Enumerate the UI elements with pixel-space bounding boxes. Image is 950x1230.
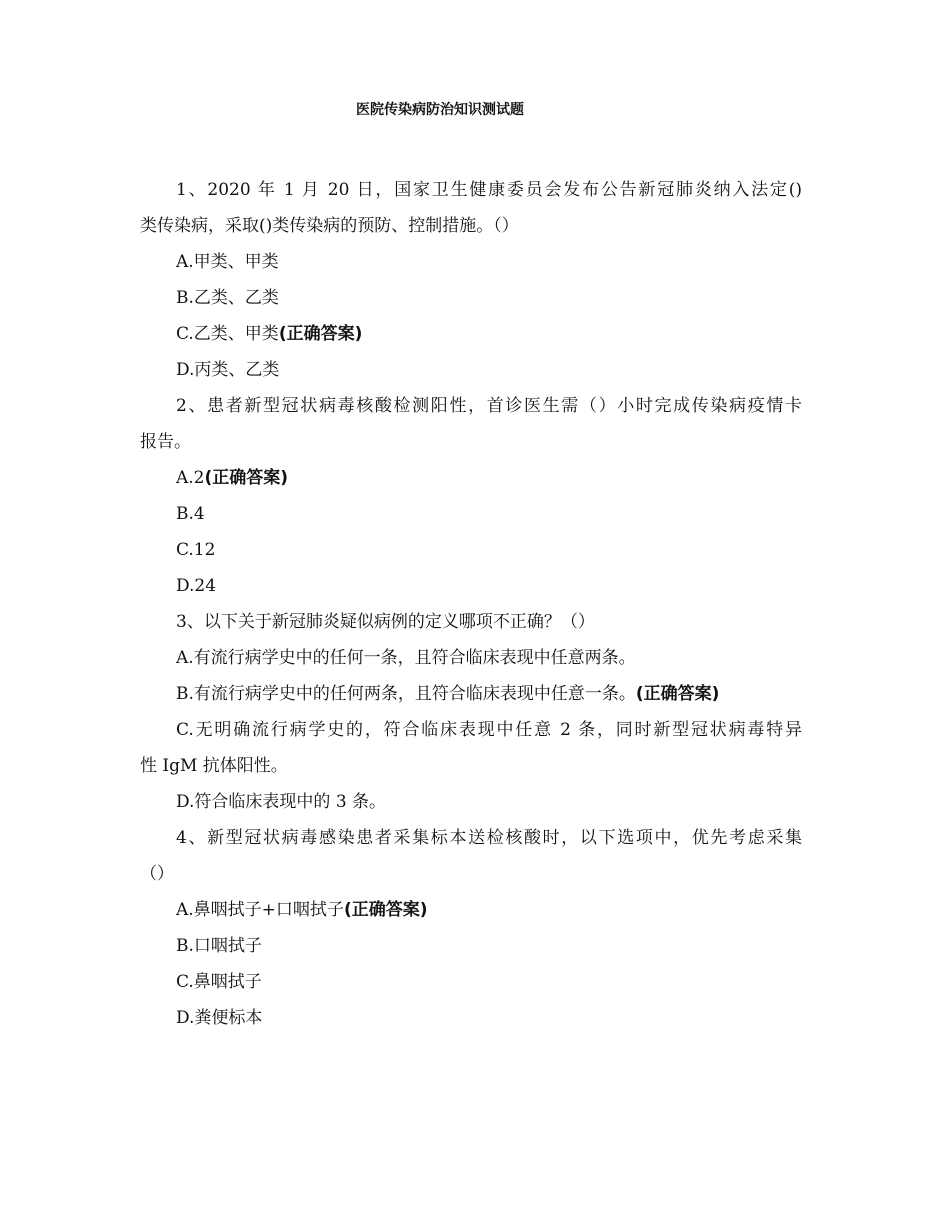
- question-2-option-b: [140, 496, 802, 532]
- option-text: D.粪便标本: [176, 1008, 263, 1028]
- document-title: 医院传染病防治知识测试题: [356, 102, 524, 118]
- option-text: D.符合临床表现中的 3 条。: [176, 792, 387, 812]
- question-2-stem-line-2: 报告。: [140, 432, 191, 452]
- question-2-option-d: [140, 568, 802, 604]
- question-3-option-c: C.无明确流行病学史的，符合临床表现中任意 2 条，同时新型冠状病毒特异: [176, 720, 802, 740]
- option-text: A.鼻咽拭子+口咽拭子: [176, 900, 344, 920]
- option-text: C.12: [176, 540, 216, 560]
- document-body: [140, 172, 802, 1036]
- question-1-option-d: [140, 352, 802, 388]
- question-4: [140, 820, 802, 1036]
- question-2-stem-line-1: 2、患者新型冠状病毒核酸检测阳性，首诊医生需（）小时完成传染病疫情卡: [176, 396, 802, 416]
- question-4-option-a: [140, 892, 802, 928]
- question-2-option-c: [140, 532, 802, 568]
- question-4-option-d: [140, 1000, 802, 1036]
- option-text: B.乙类、乙类: [176, 288, 279, 308]
- question-2-option-a: [140, 460, 802, 496]
- question-2: [140, 388, 802, 604]
- question-3-option-b: [140, 676, 802, 712]
- question-3-stem-line-1: 3、以下关于新冠肺炎疑似病例的定义哪项不正确？（）: [176, 612, 595, 632]
- correct-answer-tag: (正确答案): [204, 468, 289, 488]
- correct-answer-tag: (正确答案): [278, 324, 363, 344]
- question-4-option-b: [140, 928, 802, 964]
- question-1-option-b: [140, 280, 802, 316]
- option-text: B.口咽拭子: [176, 936, 262, 956]
- option-text: C.鼻咽拭子: [176, 972, 262, 992]
- question-1: [140, 172, 802, 388]
- option-text: A.2: [176, 468, 205, 488]
- question-3-option-c-continuation: 性 IgM 抗体阳性。: [140, 756, 288, 776]
- option-text: D.24: [176, 576, 217, 596]
- question-1-option-a: [140, 244, 802, 280]
- option-text: B.4: [176, 504, 205, 524]
- correct-answer-tag: (正确答案): [343, 900, 428, 920]
- option-text: B.有流行病学史中的任何两条，且符合临床表现中任意一条。: [176, 684, 636, 704]
- question-4-stem-line-2: （）: [140, 864, 174, 884]
- question-1-stem-line-1: 1、2020 年 1 月 20 日，国家卫生健康委员会发布公告新冠肺炎纳入法定(): [176, 180, 802, 200]
- question-1-stem-line-2: 类传染病，采取()类传染病的预防、控制措施。（）: [140, 216, 519, 236]
- question-4-stem-line-1: 4、新型冠状病毒感染患者采集标本送检核酸时，以下选项中，优先考虑采集: [176, 828, 802, 848]
- question-3-option-d: [140, 784, 802, 820]
- question-4-option-c: [140, 964, 802, 1000]
- correct-answer-tag: (正确答案): [635, 684, 720, 704]
- option-text: D.丙类、乙类: [176, 360, 280, 380]
- question-3: [140, 604, 802, 820]
- option-text: A.有流行病学史中的任何一条，且符合临床表现中任意两条。: [176, 648, 636, 668]
- question-1-option-c: [140, 316, 802, 352]
- question-3-option-a: [140, 640, 802, 676]
- option-text: C.乙类、甲类: [176, 324, 279, 344]
- option-text: A.甲类、甲类: [176, 252, 279, 272]
